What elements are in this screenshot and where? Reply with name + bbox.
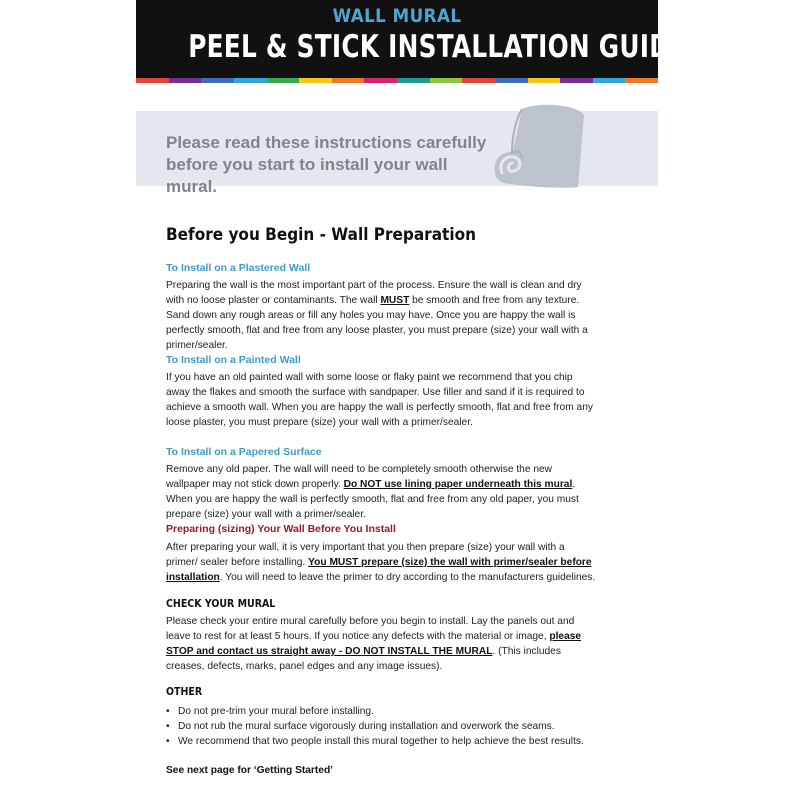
color-stripe-segment (560, 78, 593, 83)
color-stripe-segment (332, 78, 365, 83)
papered-heading: To Install on a Papered Surface (166, 446, 322, 458)
instruction-page (136, 0, 688, 794)
color-stripe-segment (136, 78, 169, 83)
wallpaper-roll-icon (492, 103, 592, 193)
plastered-emphasis: MUST (380, 295, 410, 306)
next-page-note: See next page for ‘Getting Started’ (166, 765, 333, 776)
notice-line-2: before you start to install your wall mural. (166, 155, 448, 196)
section-title: Before you Begin - Wall Preparation (166, 225, 477, 245)
sizing-text-part2: . You will need to leave the primer to dry according to the manufacturers guidelines. (219, 572, 596, 583)
color-stripe (136, 78, 658, 83)
list-item: • Do not pre-trim your mural before installing. (166, 704, 606, 719)
check-heading: CHECK YOUR MURAL (166, 598, 276, 610)
check-text-part1: Please check your entire mural carefully before you begin to install. Lay the panels out and leave to rest for at least 5 hours. If you notice any defects with the material or image, (166, 616, 575, 642)
other-heading: OTHER (166, 686, 203, 698)
papered-text (166, 462, 598, 522)
sizing-text (166, 540, 598, 585)
check-emphasis: please STOP and contact us straight away - DO NOT INSTALL THE MURAL (166, 631, 582, 657)
color-stripe-segment (234, 78, 267, 83)
color-stripe-segment (299, 78, 332, 83)
sizing-heading: Preparing (sizing) Your Wall Before You Install (166, 523, 396, 535)
papered-text-part1: Remove any old paper. The wall will need to be completely smooth otherwise the new wallpaper may not stick down properly. (166, 464, 553, 490)
color-stripe-segment (495, 78, 528, 83)
sizing-text-part1: After preparing your wall, it is very important that you then prepare (size) your wall with a primer/ sealer before installing. (166, 542, 565, 568)
check-text (166, 614, 598, 674)
papered-emphasis: Do NOT use lining paper underneath this mural (343, 479, 573, 490)
list-item: • We recommend that two people install this mural together to help achieve the best results. (166, 734, 606, 749)
header-banner (136, 0, 688, 78)
color-stripe-segment (625, 78, 658, 83)
color-stripe-segment (364, 78, 397, 83)
color-stripe-segment (267, 78, 300, 83)
color-stripe-segment (430, 78, 463, 83)
plastered-text (166, 278, 598, 353)
color-stripe-segment (169, 78, 202, 83)
painted-text: If you have an old painted wall with some loose or flaky paint we recommend that you chip away the flakes and smooth the surface with sandpaper. Use filler and sand if it is required to achieve a smooth wall. When you are happy the wall is perfectly smooth, flat and free from any loose plaster, you must prepare (size) your wall with a primer/sealer. (166, 372, 593, 428)
plastered-heading: To Install on a Plastered Wall (166, 262, 311, 274)
check-text-part2: . (This includes creases, defects, marks, panel edges and any image issues). (166, 646, 561, 672)
sizing-emphasis: You MUST prepare (size) the wall with primer/sealer before installation (166, 557, 592, 583)
header-title: PEEL & STICK INSTALLATION GUIDE (188, 29, 688, 65)
papered-text-part2: . When you are happy the wall is perfectly smooth, flat and free from any old paper, you must prepare (size) your wall with a primer/sealer. (166, 479, 579, 520)
other-list (166, 704, 606, 749)
color-stripe-segment (528, 78, 561, 83)
header-subtitle: WALL MURAL (332, 5, 462, 27)
color-stripe-segment (593, 78, 626, 83)
notice-line-1: Please read these instructions carefully (166, 133, 487, 152)
painted-heading: To Install on a Painted Wall (166, 354, 301, 366)
list-item: • Do not rub the mural surface vigorously during installation and overwork the seams. (166, 719, 606, 734)
notice-banner (136, 111, 658, 196)
plastered-text-part1: Preparing the wall is the most important part of the process. Ensure the wall is clean and dry with no loose plaster or contaminants. The wall (166, 280, 582, 306)
color-stripe-segment (462, 78, 495, 83)
plastered-text-part2: be smooth and free from any texture. Sand down any rough areas or fill any holes you may have. Once you are happy the wall is perfectly smooth, flat and free from any loose plaster, you must prepare (size) your wall with a primer/sealer. (166, 295, 588, 351)
color-stripe-segment (201, 78, 234, 83)
color-stripe-segment (397, 78, 430, 83)
notice-text (166, 132, 496, 198)
